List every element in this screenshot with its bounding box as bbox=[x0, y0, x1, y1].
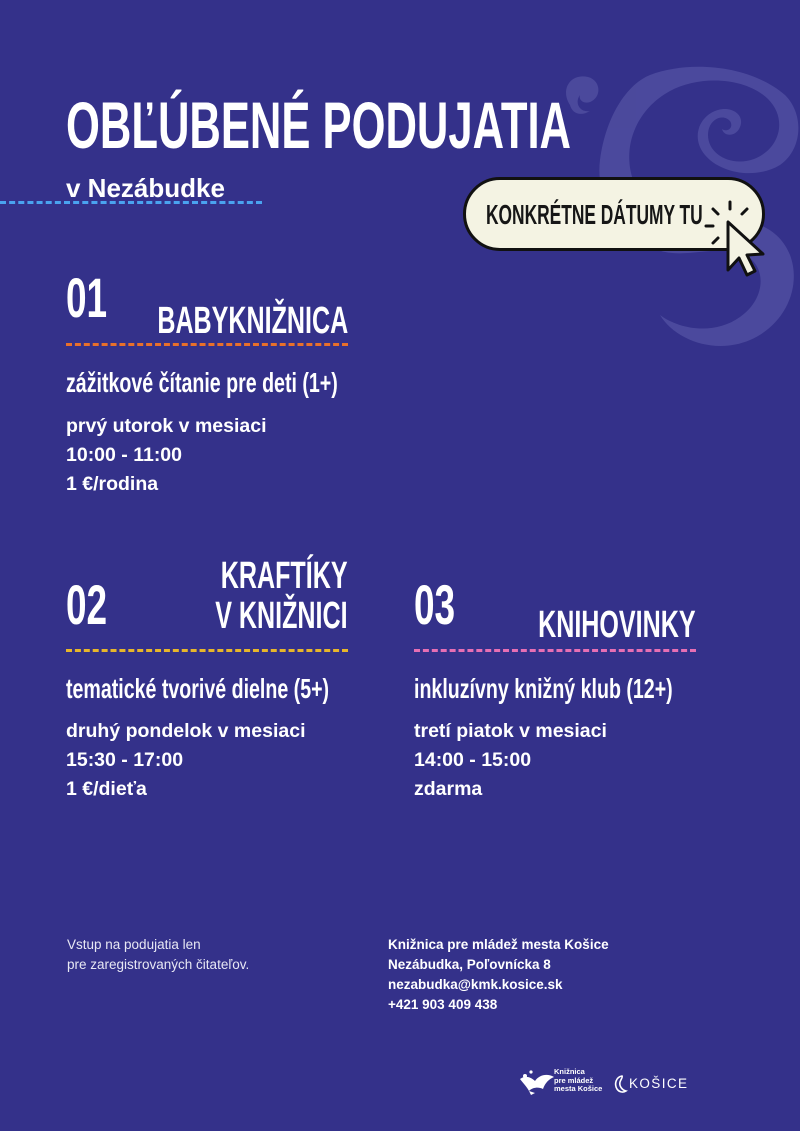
page-title: OBĽÚBENÉ PODUJATIA bbox=[66, 88, 572, 162]
event-details bbox=[66, 412, 267, 499]
logo-line: Knižnica bbox=[554, 1067, 585, 1076]
event-details bbox=[66, 717, 305, 804]
library-logo-text bbox=[554, 1068, 602, 1094]
logo-line: mesta Košice bbox=[554, 1084, 603, 1093]
event-price: zdarma bbox=[414, 778, 483, 800]
event-time: 10:00 - 11:00 bbox=[66, 444, 183, 466]
phone-number[interactable]: +421 903 409 438 bbox=[388, 997, 498, 1012]
event-subtitle: inkluzívny knižný klub (12+) bbox=[414, 673, 673, 704]
registration-note bbox=[67, 935, 249, 975]
event-price: 1 €/dieťa bbox=[66, 778, 147, 800]
event-title: BABYKNIŽNICA bbox=[157, 300, 348, 342]
event-divider bbox=[66, 343, 348, 346]
event-number: 01 bbox=[66, 266, 108, 329]
page-subtitle: v Nezábudke bbox=[66, 173, 225, 203]
event-schedule: prvý utorok v mesiaci bbox=[66, 415, 267, 437]
event-schedule: druhý pondelok v mesiaci bbox=[66, 720, 306, 742]
address: Nezábudka, Poľovnícka 8 bbox=[388, 957, 551, 972]
event-schedule: tretí piatok v mesiaci bbox=[414, 720, 607, 742]
event-divider bbox=[66, 649, 348, 652]
library-name: Knižnica pre mládež mesta Košice bbox=[388, 937, 609, 952]
event-details bbox=[414, 717, 607, 804]
logo-line: pre mládež bbox=[554, 1075, 594, 1085]
event-title-line: KRAFTÍKY bbox=[221, 555, 348, 597]
specific-dates-label[interactable]: KONKRÉTNE DÁTUMY TU bbox=[486, 199, 703, 230]
library-logo-icon bbox=[517, 1067, 557, 1097]
email-link[interactable]: nezabudka@kmk.kosice.sk bbox=[388, 977, 563, 992]
title-underline bbox=[0, 201, 262, 204]
event-number: 02 bbox=[66, 573, 108, 636]
event-title: KNIHOVINKY bbox=[538, 604, 696, 646]
contact-info bbox=[388, 935, 609, 1015]
event-time: 14:00 - 15:00 bbox=[414, 749, 532, 771]
event-title bbox=[216, 557, 348, 637]
click-cursor-icon bbox=[700, 196, 784, 280]
note-line: Vstup na podujatia len bbox=[67, 937, 201, 952]
event-subtitle: zážitkové čítanie pre deti (1+) bbox=[66, 367, 338, 398]
kosice-logo-icon bbox=[613, 1074, 629, 1094]
note-line: pre zaregistrovaných čitateľov. bbox=[67, 957, 250, 972]
event-time: 15:30 - 17:00 bbox=[66, 749, 184, 771]
event-number: 03 bbox=[414, 573, 456, 636]
event-title-line: V KNIŽNICI bbox=[215, 594, 348, 637]
event-divider bbox=[414, 649, 696, 652]
event-price: 1 €/rodina bbox=[66, 473, 159, 495]
event-subtitle: tematické tvorivé dielne (5+) bbox=[66, 673, 330, 704]
kosice-logo-text: KOŠICE bbox=[629, 1076, 689, 1091]
